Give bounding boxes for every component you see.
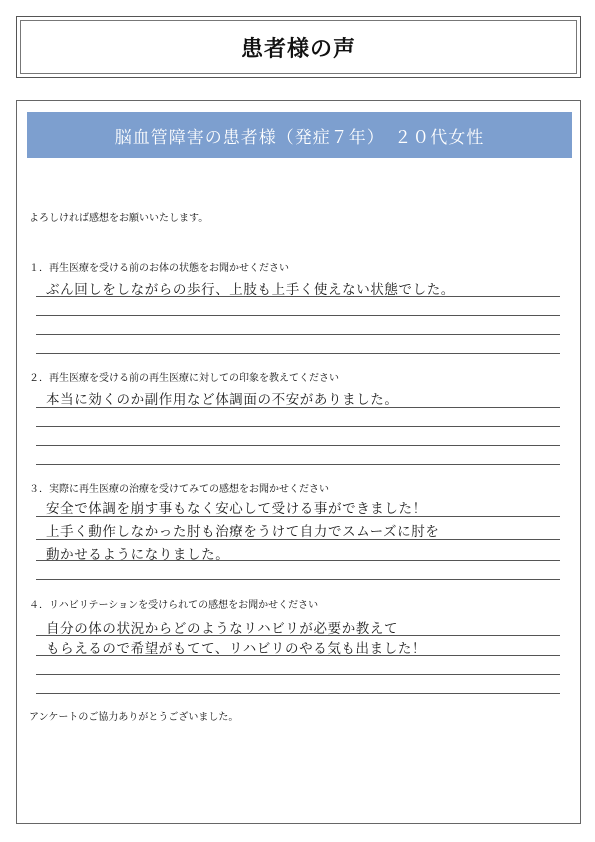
page-title: 患者様の声 bbox=[240, 36, 356, 62]
answer-rule bbox=[36, 579, 560, 580]
answer-rule bbox=[36, 693, 560, 694]
title-box bbox=[16, 16, 581, 78]
question-1-answer-line-1: ぶん回しをしながらの歩行、上肢も上手く使えない状態でした。 bbox=[46, 282, 455, 298]
question-3-answer-line-2: 上手く動作しなかった肘も治療をうけて自力でスムーズに肘を bbox=[46, 524, 440, 540]
answer-rule bbox=[36, 560, 560, 561]
question-4-answer-line-2: もらえるので希望がもてて、リハビリのやる気も出ました！ bbox=[46, 641, 427, 657]
answer-rule bbox=[36, 516, 560, 517]
answer-rule bbox=[36, 334, 560, 335]
title-box-inner bbox=[20, 20, 577, 74]
answer-rule bbox=[36, 674, 560, 675]
question-3-answer-line-3: 動かせるようになりました。 bbox=[46, 547, 230, 563]
answer-rule bbox=[36, 445, 560, 446]
answer-rule bbox=[36, 539, 560, 540]
question-2-answer-line-1: 本当に効くのか副作用など体調面の不安がありました。 bbox=[46, 392, 399, 408]
question-3-label: ３．実際に再生医療の治療を受けてみての感想をお聞かせください bbox=[29, 484, 329, 495]
question-3-answer-line-1: 安全で体調を崩す事もなく安心して受ける事ができました！ bbox=[46, 501, 427, 517]
patient-banner-text: 脳血管障害の患者様（発症７年） ２０代女性 bbox=[114, 127, 485, 148]
question-4-answer-line-1: 自分の体の状況からどのようなリハビリが必要か教えて bbox=[46, 621, 399, 637]
question-1-label: １．再生医療を受ける前のお体の状態をお聞かせください bbox=[29, 263, 289, 274]
patient-banner bbox=[27, 112, 572, 158]
intro-text: よろしければ感想をお願いいたします。 bbox=[29, 213, 209, 224]
answer-rule bbox=[36, 464, 560, 465]
answer-rule bbox=[36, 407, 560, 408]
closing-text: アンケートのご協力ありがとうございました。 bbox=[29, 712, 239, 723]
question-4-label: ４．リハビリテーションを受けられての感想をお聞かせください bbox=[29, 600, 319, 611]
answer-rule bbox=[36, 353, 560, 354]
question-2-label: ２．再生医療を受ける前の再生医療に対しての印象を教えてください bbox=[29, 373, 339, 384]
answer-rule bbox=[36, 635, 560, 636]
answer-rule bbox=[36, 655, 560, 656]
answer-rule bbox=[36, 315, 560, 316]
answer-rule bbox=[36, 426, 560, 427]
answer-rule bbox=[36, 296, 560, 297]
